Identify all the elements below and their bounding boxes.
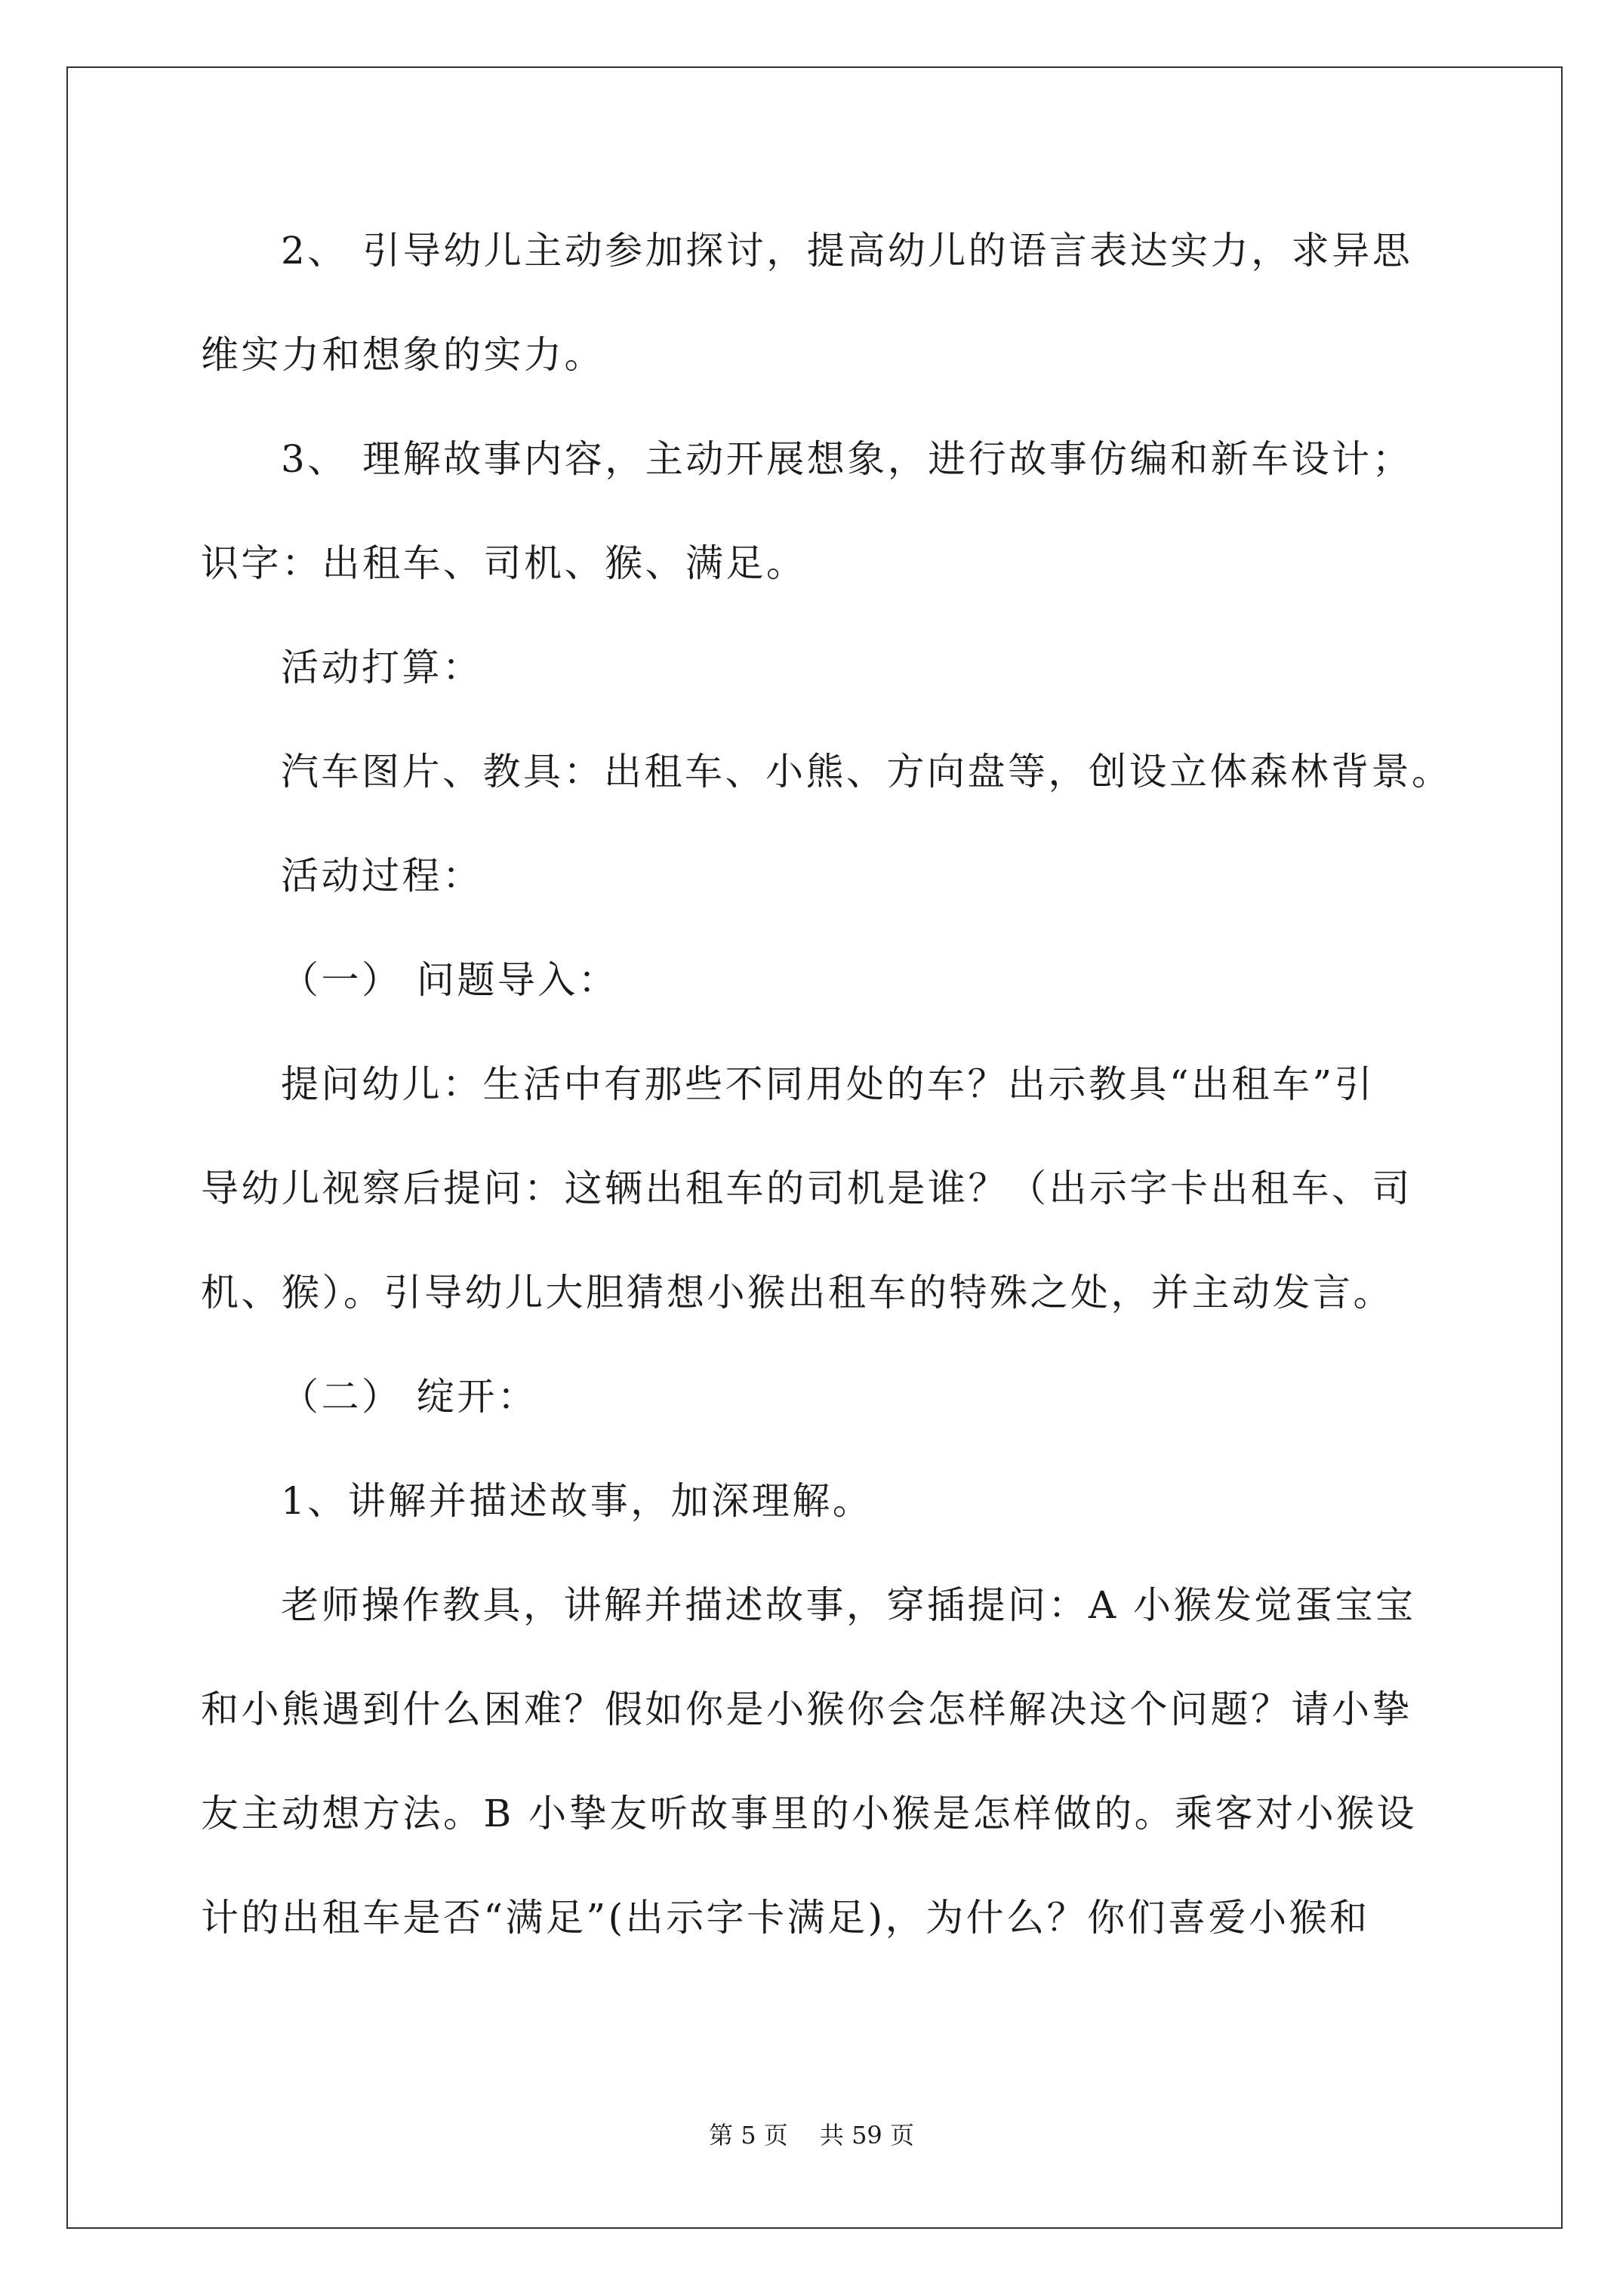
paragraph-line: 维实力和想象的实力。 xyxy=(201,333,605,377)
paragraph-line: 计的出租车是否“满足”(出示字卡满足)，为什么？你们喜爱小猴和 xyxy=(201,1896,1370,1940)
page-number-footer: 第 5 页 共 59 页 xyxy=(709,2121,914,2150)
paragraph-line: 汽车图片、教具：出租车、小熊、方向盘等，创设立体森林背景。 xyxy=(281,750,1452,794)
paragraph-line: 2、 引导幼儿主动参加探讨，提高幼儿的语言表达实力，求异思 xyxy=(281,229,1413,273)
paragraph-line: 识字：出租车、司机、猴、满足。 xyxy=(201,541,807,585)
section-heading: 活动打算： xyxy=(281,646,483,689)
paragraph-line: 提问幼儿：生活中有那些不同用处的车？出示教具“出租车”引 xyxy=(281,1062,1375,1106)
paragraph-line: 友主动想方法。B 小挚友听故事里的小猴是怎样做的。乘客对小猴设 xyxy=(201,1792,1418,1835)
paragraph-line: 1、讲解并描述故事，加深理解。 xyxy=(281,1479,873,1523)
paragraph-line: 和小熊遇到什么困难？假如你是小猴你会怎样解决这个问题？请小挚 xyxy=(201,1687,1412,1731)
paragraph-line: 老师操作教具，讲解并描述故事，穿插提问：A 小猴发觉蛋宝宝 xyxy=(281,1583,1416,1627)
paragraph-line: 机、猴）。引导幼儿大胆猜想小猴出租车的特殊之处，并主动发言。 xyxy=(201,1271,1394,1314)
section-heading: 活动过程： xyxy=(281,854,483,898)
subsection-heading: （一） 问题导入： xyxy=(281,958,619,1002)
subsection-heading: （二） 绽开： xyxy=(281,1375,538,1419)
paragraph-line: 导幼儿视察后提问：这辆出租车的司机是谁？（出示字卡出租车、司 xyxy=(201,1166,1412,1210)
paragraph-line: 3、 理解故事内容，主动开展想象，进行故事仿编和新车设计； xyxy=(281,437,1413,481)
